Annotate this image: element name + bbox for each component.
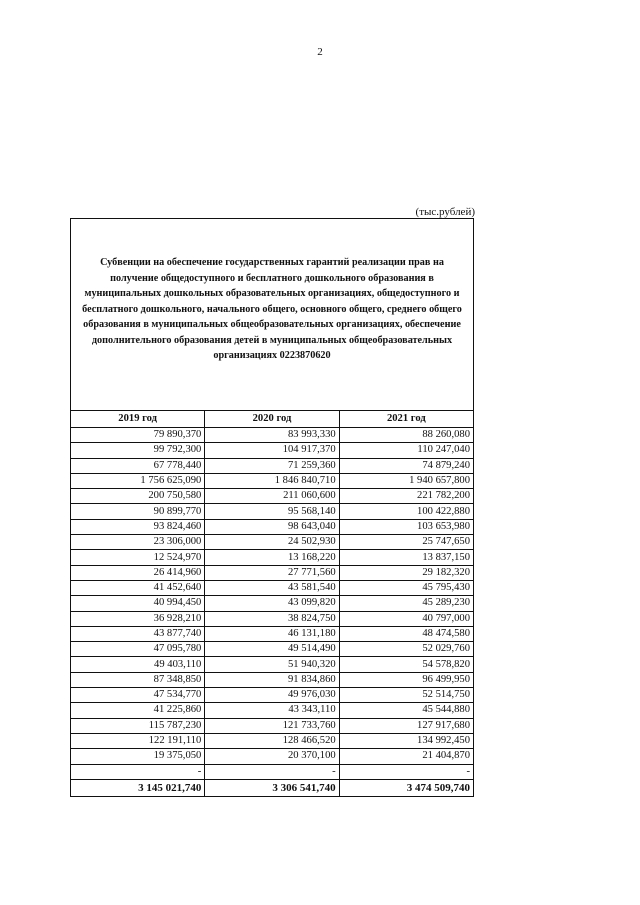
table-row (71, 519, 474, 534)
table-cell: 83 993,330 (205, 428, 339, 443)
table-cell: 52 514,750 (339, 688, 473, 703)
table-cell: - (339, 764, 473, 779)
table-cell: 38 824,750 (205, 611, 339, 626)
table-row (71, 565, 474, 580)
table-cell: 40 797,000 (339, 611, 473, 626)
table-row (71, 596, 474, 611)
table-row (71, 688, 474, 703)
table-cell: 121 733,760 (205, 718, 339, 733)
table-cell: 36 928,210 (71, 611, 205, 626)
table-cell: 100 422,880 (339, 504, 473, 519)
table-cell: 29 182,320 (339, 565, 473, 580)
table-row (71, 657, 474, 672)
table-cell: 47 534,770 (71, 688, 205, 703)
table-cell: 1 846 840,710 (205, 473, 339, 488)
table-cell: 45 544,880 (339, 703, 473, 718)
table-cell: 1 940 657,800 (339, 473, 473, 488)
table-cell: 21 404,870 (339, 749, 473, 764)
table-cell: 122 191,110 (71, 733, 205, 748)
table-cell: 96 499,950 (339, 672, 473, 687)
table-title: Субвенции на обеспечение государственных гарантий реализации прав на получение общедоступного и бесплатного дошкольного образования в муниципальных дошкольных образовательных организациях, общедоступного и бесплатного дошкольного, начального общего, основного общего, среднего общего образования в муниципальных общеобразовательных организациях, обеспечение дополнительного образования детей в муниципальных общеобразовательных организациях 0223870620 (70, 218, 474, 410)
table-cell: 52 029,760 (339, 642, 473, 657)
total-cell: 3 474 509,740 (339, 779, 473, 796)
table-cell: 98 643,040 (205, 519, 339, 534)
table-cell: 110 247,040 (339, 443, 473, 458)
table-cell: 79 890,370 (71, 428, 205, 443)
table-row (71, 458, 474, 473)
table-cell: 19 375,050 (71, 749, 205, 764)
table-row (71, 764, 474, 779)
table-cell: 103 653,980 (339, 519, 473, 534)
table-cell: 26 414,960 (71, 565, 205, 580)
table-cell: 134 992,450 (339, 733, 473, 748)
table-cell: 48 474,580 (339, 626, 473, 641)
table-row (71, 504, 474, 519)
unit-label: (тыс.рублей) (415, 206, 475, 218)
table-cell: 43 581,540 (205, 580, 339, 595)
table-row (71, 611, 474, 626)
table-row (71, 672, 474, 687)
header-row (71, 411, 474, 428)
total-cell: 3 145 021,740 (71, 779, 205, 796)
table-row (71, 428, 474, 443)
table-cell: 67 778,440 (71, 458, 205, 473)
table-row (71, 580, 474, 595)
table-cell: 41 452,640 (71, 580, 205, 595)
table-cell: 43 099,820 (205, 596, 339, 611)
table-cell: 93 824,460 (71, 519, 205, 534)
table-cell: 43 343,110 (205, 703, 339, 718)
table-row (71, 550, 474, 565)
table-cell: - (205, 764, 339, 779)
table-cell: 95 568,140 (205, 504, 339, 519)
values-table (70, 410, 474, 797)
table-row (71, 718, 474, 733)
table-row (71, 443, 474, 458)
table-cell: 104 917,370 (205, 443, 339, 458)
table-cell: 41 225,860 (71, 703, 205, 718)
table-cell: 25 747,650 (339, 535, 473, 550)
column-header-2020: 2020 год (205, 411, 339, 428)
table-cell: 24 502,930 (205, 535, 339, 550)
table-row (71, 489, 474, 504)
page-number: 2 (317, 46, 323, 58)
table-cell: 49 976,030 (205, 688, 339, 703)
table-cell: 20 370,100 (205, 749, 339, 764)
table-cell: 13 168,220 (205, 550, 339, 565)
table-cell: 45 795,430 (339, 580, 473, 595)
table-cell: 115 787,230 (71, 718, 205, 733)
column-header-2019: 2019 год (71, 411, 205, 428)
table-cell: 91 834,860 (205, 672, 339, 687)
table-cell: 211 060,600 (205, 489, 339, 504)
table-cell: 200 750,580 (71, 489, 205, 504)
table-cell: 90 899,770 (71, 504, 205, 519)
table-cell: 87 348,850 (71, 672, 205, 687)
table-cell: 49 403,110 (71, 657, 205, 672)
table-cell: 12 524,970 (71, 550, 205, 565)
table-row (71, 642, 474, 657)
table-cell: 43 877,740 (71, 626, 205, 641)
table-cell: 71 259,360 (205, 458, 339, 473)
table-cell: 49 514,490 (205, 642, 339, 657)
table-cell: 88 260,080 (339, 428, 473, 443)
table-cell: 40 994,450 (71, 596, 205, 611)
table-cell: 51 940,320 (205, 657, 339, 672)
table-body (71, 428, 474, 797)
table-cell: 221 782,200 (339, 489, 473, 504)
table-cell: 99 792,300 (71, 443, 205, 458)
table-row (71, 749, 474, 764)
table-cell: - (71, 764, 205, 779)
total-row (71, 779, 474, 796)
table-row (71, 535, 474, 550)
table-cell: 23 306,000 (71, 535, 205, 550)
subvention-table (70, 218, 474, 797)
table-cell: 1 756 625,090 (71, 473, 205, 488)
table-cell: 128 466,520 (205, 733, 339, 748)
table-row (71, 626, 474, 641)
table-row (71, 733, 474, 748)
table-row (71, 703, 474, 718)
column-header-2021: 2021 год (339, 411, 473, 428)
table-cell: 13 837,150 (339, 550, 473, 565)
table-cell: 46 131,180 (205, 626, 339, 641)
table-cell: 27 771,560 (205, 565, 339, 580)
table-cell: 47 095,780 (71, 642, 205, 657)
table-row (71, 473, 474, 488)
table-cell: 54 578,820 (339, 657, 473, 672)
table-cell: 74 879,240 (339, 458, 473, 473)
table-cell: 45 289,230 (339, 596, 473, 611)
table-cell: 127 917,680 (339, 718, 473, 733)
total-cell: 3 306 541,740 (205, 779, 339, 796)
